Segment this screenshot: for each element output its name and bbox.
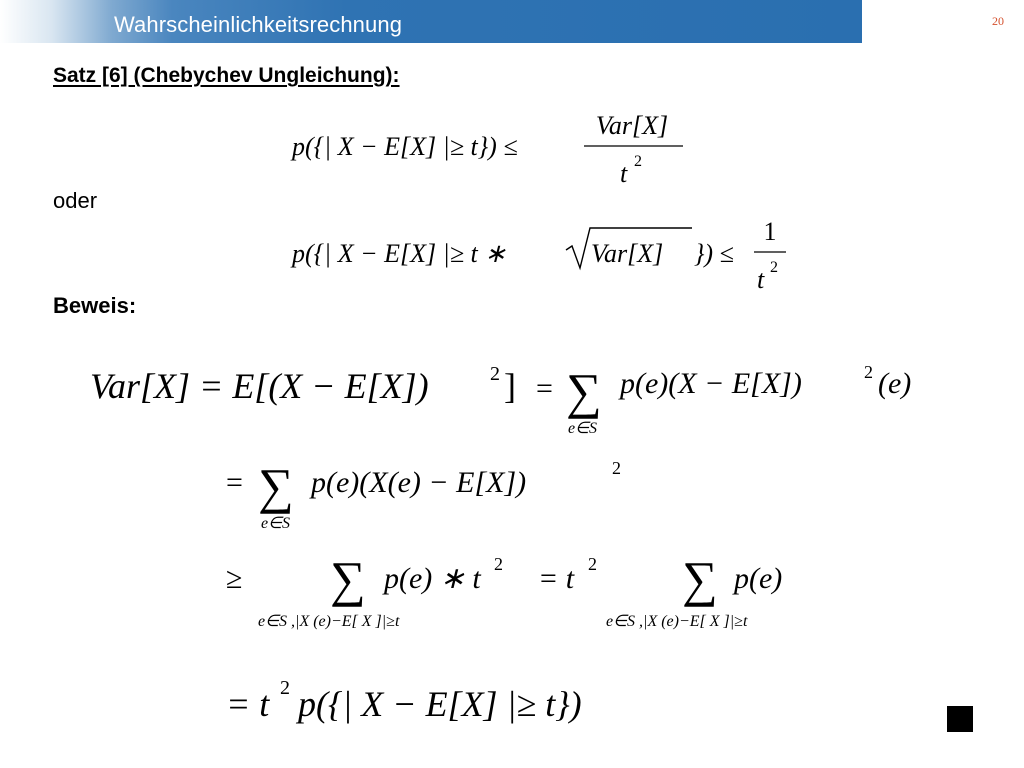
proof-label: Beweis: bbox=[53, 293, 137, 318]
sum-icon: ∑ bbox=[682, 551, 718, 607]
proof-line-4-part-a: = t bbox=[226, 684, 270, 724]
proof-line-2-equals: = bbox=[226, 466, 243, 499]
proof-line-1-part-a: Var[X] = E[(X − E[X]) bbox=[90, 366, 429, 406]
proof-line-1-exp-b: 2 bbox=[864, 362, 873, 382]
proof-line-1 bbox=[90, 362, 911, 437]
proof-line-1-exp-a: 2 bbox=[490, 363, 500, 385]
proof-line-2-sum-subscript: e∈S bbox=[261, 515, 291, 532]
formula-2-rhs: }) ≤ bbox=[694, 239, 734, 268]
proof-line-2-exp: 2 bbox=[612, 458, 621, 478]
proof-line-3-term-1: p(e) ∗ t bbox=[384, 562, 481, 595]
proof-line-3-geq: ≥ bbox=[226, 562, 243, 595]
formula-1-numerator: Var[X] bbox=[595, 111, 669, 140]
formula-chebyshev-2 bbox=[290, 217, 786, 294]
proof-line-3 bbox=[226, 551, 782, 630]
theorem-title: Satz [6] (Chebychev Ungleichung): bbox=[53, 64, 400, 87]
proof-line-3-sum-subscript-2: e∈S ,|X (e)−E[ X ]|≥t bbox=[606, 613, 748, 630]
proof-line-4-part-b: p({| X − E[X] |≥ t}) bbox=[298, 684, 582, 724]
proof-line-1-bracket-end: ] bbox=[504, 366, 516, 406]
slide-header-title: Wahrscheinlichkeitsrechnung bbox=[114, 12, 403, 37]
proof-line-1-term: p(e)(X − E[X]) bbox=[620, 367, 802, 400]
proof-line-3-term-1-exp: 2 bbox=[494, 554, 503, 574]
sum-icon: ∑ bbox=[566, 363, 602, 419]
proof-line-2 bbox=[226, 458, 621, 532]
sum-icon: ∑ bbox=[330, 551, 366, 607]
proof-line-4 bbox=[226, 677, 582, 724]
proof-line-1-end: (e) bbox=[878, 367, 912, 400]
formula-1-exponent: 2 bbox=[634, 153, 642, 170]
proof-line-3-eq-exp: 2 bbox=[588, 554, 597, 574]
formula-2-radicand: Var[X] bbox=[591, 239, 664, 268]
proof-line-4-exp: 2 bbox=[280, 677, 290, 699]
formula-2-exponent: 2 bbox=[770, 259, 778, 276]
page-number: 20 bbox=[992, 14, 1004, 28]
oder-label: oder bbox=[53, 188, 98, 213]
sum-icon: ∑ bbox=[258, 458, 294, 514]
formula-1-lhs: p({| X − E[X] |≥ t}) ≤ bbox=[292, 132, 518, 161]
proof-line-3-term-2: p(e) bbox=[734, 562, 783, 595]
proof-line-2-term: p(e)(X(e) − E[X]) bbox=[311, 466, 527, 499]
formula-2-lhs: p({| X − E[X] |≥ t ∗ bbox=[292, 239, 507, 268]
proof-line-3-sum-subscript-1: e∈S ,|X (e)−E[ X ]|≥t bbox=[258, 613, 400, 630]
formula-1-denominator: t bbox=[620, 159, 628, 188]
qed-square-icon bbox=[947, 706, 973, 732]
formula-2-denominator: t bbox=[757, 265, 765, 294]
proof-line-3-eq: = t bbox=[538, 562, 575, 595]
proof-line-1-equals: = bbox=[536, 372, 553, 405]
proof-line-1-sum-subscript: e∈S bbox=[568, 420, 598, 437]
formula-chebyshev-1 bbox=[290, 111, 683, 188]
formula-2-numerator: 1 bbox=[763, 217, 777, 246]
